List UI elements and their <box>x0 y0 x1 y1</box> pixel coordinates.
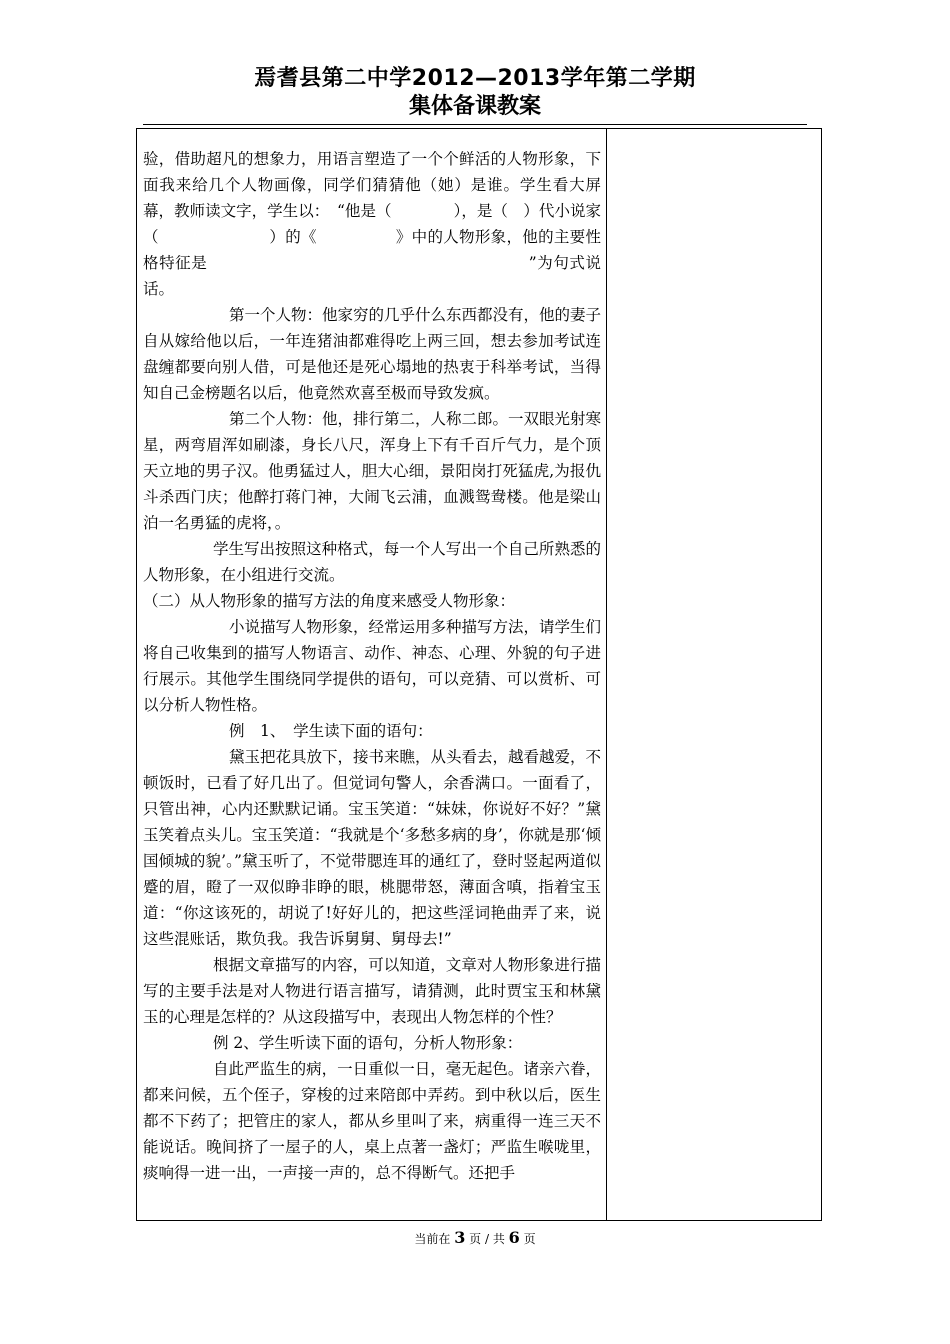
paragraph-character-1: 第一个人物：他家穷的几乎什么东西都没有，他的妻子自从嫁给他以后，一年连猪油都难得吃上两三回，想去参加考试连盘缠都要向别人借，可是他还是死心塌地的热衷于科举考试，当得知自己金榜题名以后，他竟然欢喜至极而导致发疯。 <box>143 306 602 402</box>
current-page-number: 3 <box>454 1228 466 1247</box>
footer-middle: 页 / 共 <box>469 1232 505 1246</box>
paragraph-student-task: 学生写出按照这种格式，每一个人写出一个自己所熟悉的人物形象，在小组进行交流。 <box>143 540 601 584</box>
footer-suffix: 页 <box>523 1232 536 1246</box>
page-footer <box>0 1228 950 1249</box>
school-term-title: 焉耆县第二中学2012—2013学年第二学期 <box>254 66 696 91</box>
column-divider <box>606 128 607 1221</box>
paragraph-description-methods: 小说描写人物形象，经常运用多种描写方法，请学生们将自己收集到的描写人物语言、动作、神态、心理、外貌的句子进行展示。其他学生围绕同学提供的语句，可以竞猜、可以赏析、可以分析人物性格。 <box>143 618 602 714</box>
total-page-number: 6 <box>508 1228 520 1247</box>
paragraph-intro: 验，借助超凡的想象力，用语言塑造了一个个鲜活的人物形象，下面我来给几个人物画像，同学们猜猜他（她）是谁。学生看大屏幕，教师读文字，学生以： “他是（ ），是（ ）代小说家（ ）的《 》中的人物形象，他的主要性格特征是 ”为句式说话。 <box>143 150 601 298</box>
example-1-heading: 例 1、 学生读下面的语句： <box>229 722 433 740</box>
header-rule <box>143 124 807 125</box>
page-header <box>0 64 950 122</box>
example-2-text: 自此严监生的病，一日重似一日，毫无起色。诸亲六眷，都来问候，五个侄子，穿梭的过来陪郎中弄药。到中秋以后，医生都不下药了；把管庄的家人，都从乡里叫了来，病重得一连三天不能说话。晚间挤了一屋子的人，桌上点著一盏灯；严监生喉咙里，痰响得一进一出，一声接一声的，总不得断气。还把手 <box>143 1060 601 1182</box>
example-2-heading: 例 2、学生听读下面的语句，分析人物形象： <box>213 1034 523 1052</box>
example-1-text: 黛玉把花具放下，接书来瞧，从头看去，越看越爱，不顿饭时，已看了好几出了。但觉词句警人，余香满口。一面看了，只管出神，心内还默默记诵。宝玉笑道：“妹妹，你说好不好？”黛玉笑着点头儿。宝玉笑道：“我就是个‘多愁多病的身’，你就是那‘倾国倾城的貌’。”黛玉听了，不觉带腮连耳的通红了，登时竖起两道似蹙的眉，瞪了一双似睁非睁的眼，桃腮带怒，薄面含嗔，指着宝玉道：“你这该死的，胡说了!好好儿的，把这些淫词艳曲弄了来，说这些混账话，欺负我。我告诉舅舅、舅母去!” <box>143 748 602 948</box>
example-1-analysis: 根据文章描写的内容，可以知道，文章对人物形象进行描写的主要手法是对人物进行语言描写，请猜测，此时贾宝玉和林黛玉的心理是怎样的？从这段描写中，表现出人物怎样的个性？ <box>143 956 601 1026</box>
paragraph-character-2: 第二个人物：他，排行第二，人称二郎。一双眼光射寒星，两弯眉浑如刷漆，身长八尺，浑身上下有千百斤气力，是个顶天立地的男子汉。他勇猛过人，胆大心细，景阳岗打死猛虎,为报仇斗杀西门庆；他醉打蒋门神，大闹飞云浦，血溅鸳鸯楼。他是梁山泊一名勇猛的虎将，。 <box>143 410 602 532</box>
lesson-content <box>143 146 601 1186</box>
footer-prefix: 当前在 <box>414 1232 451 1246</box>
section-heading: （二）从人物形象的描写方法的角度来感受人物形象： <box>143 592 516 610</box>
lesson-plan-title: 集体备课教案 <box>408 94 541 119</box>
